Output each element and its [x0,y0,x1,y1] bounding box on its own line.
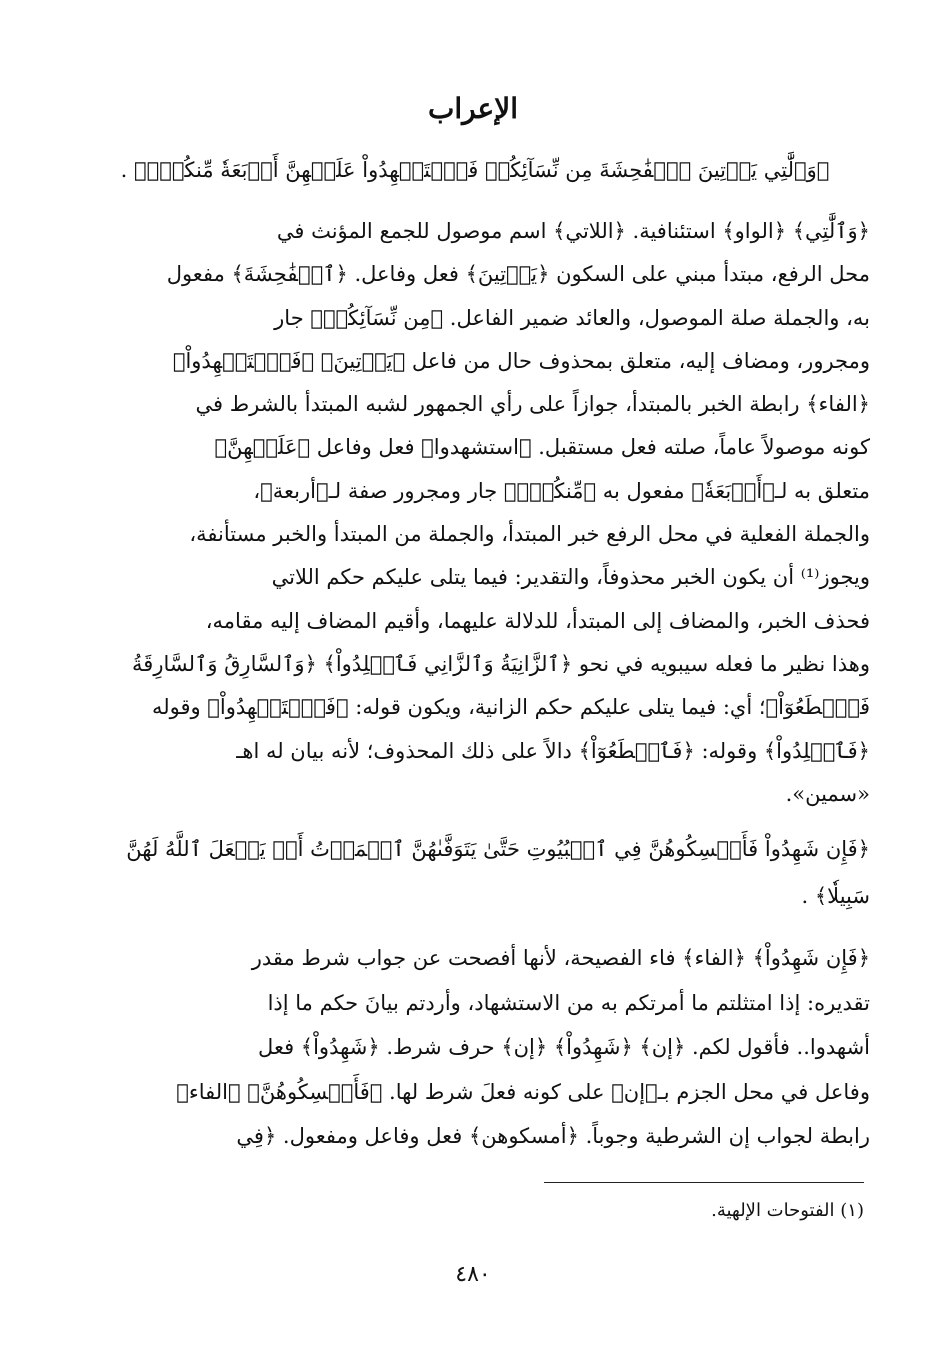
paragraph-line: وهذا نظير ما فعله سيبويه في نحو ﴿ٱلزَّانِيَةُ وَٱلزَّانِي فَٱجۡلِدُواْ﴾ ﴿وَٱلسَّارِقُ وَٱلسَّارِقَةُ [132,651,870,676]
footnote-divider [544,1182,864,1183]
paragraph-line: محل الرفع، مبتدأ مبني على السكون ﴿يَأۡتِينَ﴾ فعل وفاعل. ﴿ٱلۡفَٰحِشَةَ﴾ مفعول [166,262,870,287]
verse-line: ﴿فَإِن شَهِدُواْ فَأَمۡسِكُوهُنَّ فِي ٱلۡبُيُوتِ حَتَّىٰ يَتَوَفَّىٰهُنَّ ٱلۡمَوۡتُ أَوۡ يَجۡعَلَ ٱللَّهُ لَهُنَّ [126,837,870,861]
paragraph-1 [80,210,870,816]
verse-line: سَبِيلٗا﴾ . [801,884,870,908]
footnote: (١) الفتوحات الإلهية. [711,1200,864,1221]
paragraph-line: ﴿فَإِن شَهِدُواْ﴾ ﴿الفاء﴾ فاء الفصيحة، لأنها أفصحت عن جواب شرط مقدر [251,946,870,970]
paragraph-line: وفاعل في محل الجزم بـ﴿إن﴾ على كونه فعلَ شرط لها. ﴿فَأَمۡسِكُوهُنَّ﴾ ﴿الفاء﴾ [176,1079,870,1104]
paragraph-line: متعلق به لـ﴿أَرۡبَعَةٗ﴾ مفعول به ﴿مِّنكُمۡۖ﴾ جار ومجرور صفة لـ﴿أربعة﴾، [253,478,870,503]
paragraph-line: تقديره: إذا امتثلتم ما أمرتكم به من الاستشهاد، وأردتم بيانَ حكم ما إذا [267,990,870,1015]
paragraph-line: فحذف الخبر، والمضاف إلى المبتدأ، للدلالة عليهما، وأقيم المضاف إليه مقامه، [205,608,870,633]
paragraph-line: أشهدوا.. فأقول لكم. ﴿إن﴾ ﴿شَهِدُواْ﴾ ﴿إن﴾ حرف شرط. ﴿شَهِدُواْ﴾ فعل [258,1035,870,1059]
paragraph-line: ﴿وَٱلَّٰتِي﴾ ﴿الواو﴾ استئنافية. ﴿اللاتي﴾ اسم موصول للجمع المؤنث في [276,219,870,243]
paragraph-line: ويجوز⁽¹⁾ أن يكون الخبر محذوفاً، والتقدير: فيما يتلى عليكم حكم اللاتي [271,565,870,590]
paragraph-line: رابطة لجواب إن الشرطية وجوباً. ﴿أمسكوهن﴾ فعل وفاعل ومفعول. ﴿فِي [236,1124,870,1148]
paragraph-line: والجملة الفعلية في محل الرفع خبر المبتدأ، والجملة من المبتدأ والخبر مستأنفة، [189,522,870,547]
paragraph-line: «سمين». [785,781,870,806]
verse-heading: ﴿وَٱلَّٰتِي يَأۡتِينَ ٱلۡفَٰحِشَةَ مِن نِّسَآئِكُمۡ فَٱسۡتَشۡهِدُواْ عَلَيۡهِنَّ أَرۡبَعَةٗ مِّنكُمۡۖ﴾ . [120,158,830,182]
paragraph-line: كونه موصولاً عاماً، صلته فعل مستقبل. ﴿استشهدوا﴾ فعل وفاعل ﴿عَلَيۡهِنَّ﴾ [214,435,870,460]
paragraph-2 [80,936,870,1159]
section-heading: الإعراب [427,92,519,125]
paragraph-line: ﴿فَٱجۡلِدُواْ﴾ وقوله: ﴿فَٱقۡطَعُوٓاْ﴾ دالاً على ذلك المحذوف؛ لأنه بيان له اهـ [236,738,870,763]
paragraph-line: ﴿الفاء﴾ رابطة الخبر بالمبتدأ، جوازاً على رأي الجمهور لشبه المبتدأ بالشرط في [195,392,870,417]
verse-2 [80,826,870,920]
paragraph-line: ومجرور، ومضاف إليه، متعلق بمحذوف حال من فاعل ﴿يَأۡتِينَ﴾ ﴿فَٱسۡتَشۡهِدُواْ﴾ [172,348,870,373]
paragraph-line: به، والجملة صلة الموصول، والعائد ضمير الفاعل. ﴿مِن نِّسَآئِكُمۡ﴾ جار [274,305,870,330]
paragraph-line: فَٱقۡطَعُوٓاْ﴾؛ أي: فيما يتلى عليكم حكم الزانية، ويكون قوله: ﴿فَٱسۡتَشۡهِدُواْ﴾ وقوله [151,695,870,720]
page-number: ٤٨٠ [455,1262,491,1287]
